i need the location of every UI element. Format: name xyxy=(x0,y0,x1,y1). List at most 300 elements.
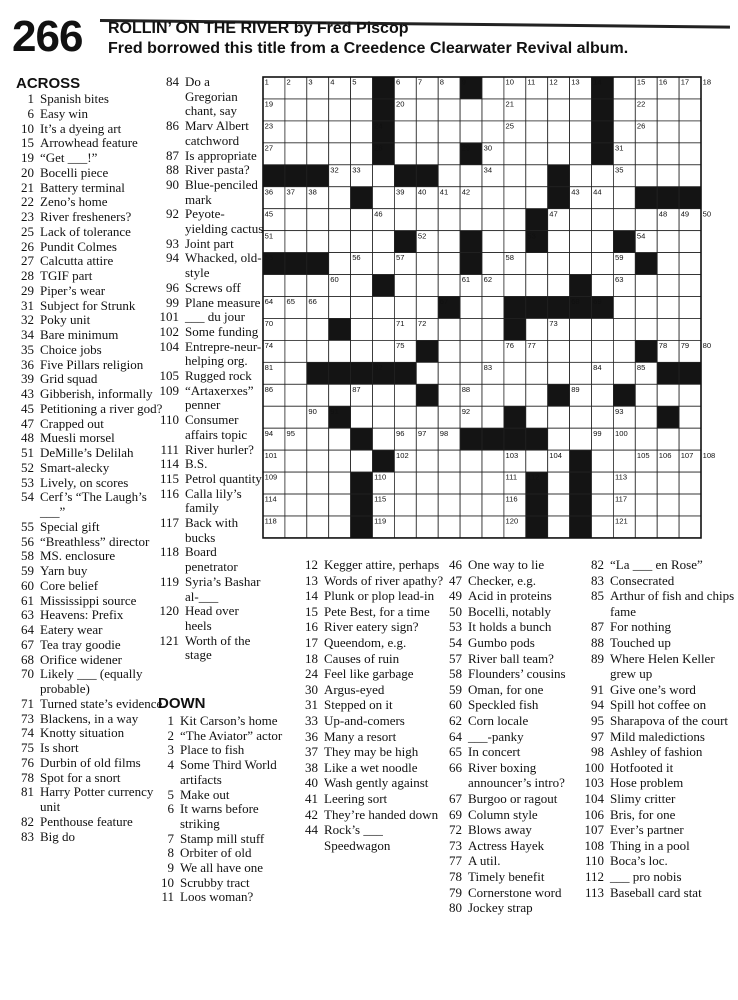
grid-cell[interactable] xyxy=(416,516,438,538)
grid-cell[interactable] xyxy=(460,209,482,231)
grid-cell[interactable] xyxy=(351,275,373,297)
clue-text: Peyote-yielding cactus xyxy=(185,206,264,236)
down-clue xyxy=(583,744,736,760)
grid-cell[interactable] xyxy=(329,143,351,165)
grid-cell[interactable] xyxy=(329,297,351,319)
grid-cell[interactable] xyxy=(679,428,701,450)
across-clue xyxy=(10,579,166,594)
grid-cell-number: 87 xyxy=(352,384,361,394)
grid-cell[interactable] xyxy=(482,121,504,143)
grid-cell[interactable] xyxy=(285,450,307,472)
crossword-grid[interactable] xyxy=(262,76,716,539)
grid-cell[interactable] xyxy=(307,143,329,165)
grid-cell[interactable] xyxy=(394,472,416,494)
grid-cell[interactable] xyxy=(592,450,614,472)
grid-cell[interactable] xyxy=(526,362,548,384)
grid-cell[interactable] xyxy=(504,384,526,406)
grid-cell[interactable] xyxy=(657,275,679,297)
grid-cell[interactable] xyxy=(548,231,570,253)
grid-cell[interactable] xyxy=(526,406,548,428)
grid-cell[interactable] xyxy=(657,428,679,450)
grid-cell[interactable] xyxy=(548,121,570,143)
grid-cell[interactable] xyxy=(285,318,307,340)
grid-cell[interactable] xyxy=(657,99,679,121)
grid-cell-number: 3 xyxy=(308,77,313,87)
grid-cell[interactable] xyxy=(570,318,592,340)
grid-cell[interactable] xyxy=(504,209,526,231)
grid-cell[interactable] xyxy=(548,428,570,450)
grid-cell[interactable] xyxy=(329,340,351,362)
grid-cell[interactable] xyxy=(329,187,351,209)
grid-cell[interactable] xyxy=(657,253,679,275)
grid-cell[interactable] xyxy=(570,253,592,275)
grid-cell[interactable] xyxy=(482,494,504,516)
grid-cell[interactable] xyxy=(438,253,460,275)
clue-text: Lively, on scores xyxy=(40,474,129,490)
grid-cell[interactable] xyxy=(329,121,351,143)
grid-cell[interactable] xyxy=(548,494,570,516)
grid-cell-number: 6 xyxy=(396,77,401,87)
grid-cell[interactable] xyxy=(592,209,614,231)
grid-cell[interactable] xyxy=(460,121,482,143)
grid-cell[interactable] xyxy=(438,165,460,187)
grid-cell[interactable] xyxy=(373,428,395,450)
across-clue xyxy=(158,207,265,236)
grid-cell[interactable] xyxy=(679,297,701,319)
grid-cell[interactable] xyxy=(635,143,657,165)
grid-cell[interactable] xyxy=(307,494,329,516)
grid-cell-number: 46 xyxy=(374,209,383,219)
grid-cell[interactable] xyxy=(307,231,329,253)
grid-cell[interactable] xyxy=(351,231,373,253)
grid-cell[interactable] xyxy=(307,516,329,538)
grid-cell[interactable] xyxy=(657,297,679,319)
grid-cell[interactable] xyxy=(351,99,373,121)
grid-cell[interactable] xyxy=(613,297,635,319)
grid-cell[interactable] xyxy=(329,472,351,494)
grid-cell[interactable] xyxy=(351,340,373,362)
grid-cell[interactable] xyxy=(263,275,285,297)
grid-cell-number: 36 xyxy=(264,187,274,197)
clue-text: Knotty situation xyxy=(40,725,125,741)
grid-cell[interactable] xyxy=(285,143,307,165)
grid-cell[interactable] xyxy=(373,187,395,209)
grid-cell[interactable] xyxy=(438,340,460,362)
grid-cell[interactable] xyxy=(526,450,548,472)
grid-cell[interactable] xyxy=(548,516,570,538)
grid-cell[interactable] xyxy=(526,384,548,406)
clue-number: 52 xyxy=(21,459,34,475)
grid-cell[interactable] xyxy=(526,121,548,143)
grid-cell[interactable] xyxy=(482,187,504,209)
grid-cell[interactable] xyxy=(548,340,570,362)
grid-cell[interactable] xyxy=(548,275,570,297)
grid-cell[interactable] xyxy=(657,121,679,143)
grid-cell[interactable] xyxy=(329,494,351,516)
grid-cell[interactable] xyxy=(416,297,438,319)
grid-cell[interactable] xyxy=(635,209,657,231)
puzzle-subtitle: Fred borrowed this title from a Creedence Clearwater Revival album. xyxy=(108,40,629,57)
grid-cell[interactable] xyxy=(460,450,482,472)
grid-cell[interactable] xyxy=(285,406,307,428)
grid-cell[interactable] xyxy=(592,231,614,253)
grid-cell[interactable] xyxy=(416,450,438,472)
grid-cell[interactable] xyxy=(482,231,504,253)
grid-cell[interactable] xyxy=(570,231,592,253)
grid-cell[interactable] xyxy=(635,494,657,516)
grid-cell[interactable] xyxy=(438,143,460,165)
grid-block xyxy=(394,362,416,384)
grid-cell[interactable] xyxy=(329,516,351,538)
grid-cell[interactable] xyxy=(548,253,570,275)
grid-cell[interactable] xyxy=(394,121,416,143)
clue-number: 37 xyxy=(305,744,318,760)
grid-cell[interactable] xyxy=(307,428,329,450)
grid-cell[interactable] xyxy=(613,121,635,143)
grid-cell[interactable] xyxy=(657,384,679,406)
grid-cell[interactable] xyxy=(482,472,504,494)
grid-cell[interactable] xyxy=(285,340,307,362)
grid-cell[interactable] xyxy=(460,297,482,319)
grid-cell[interactable] xyxy=(438,362,460,384)
grid-cell[interactable] xyxy=(329,209,351,231)
grid-cell[interactable] xyxy=(460,472,482,494)
grid-cell[interactable] xyxy=(373,165,395,187)
clue-number: 54 xyxy=(449,635,462,650)
grid-cell[interactable] xyxy=(526,165,548,187)
grid-cell[interactable] xyxy=(351,450,373,472)
grid-cell[interactable] xyxy=(613,362,635,384)
clue-text: Touched up xyxy=(610,635,671,650)
grid-cell[interactable] xyxy=(460,340,482,362)
grid-cell[interactable] xyxy=(570,99,592,121)
grid-cell[interactable] xyxy=(657,165,679,187)
grid-cell[interactable] xyxy=(329,231,351,253)
grid-cell[interactable] xyxy=(416,253,438,275)
grid-cell[interactable] xyxy=(635,428,657,450)
grid-cell[interactable] xyxy=(285,516,307,538)
grid-cell[interactable] xyxy=(613,340,635,362)
grid-cell[interactable] xyxy=(285,231,307,253)
clue-number: 67 xyxy=(21,636,34,652)
grid-cell[interactable] xyxy=(613,187,635,209)
grid-cell[interactable] xyxy=(373,384,395,406)
grid-cell[interactable] xyxy=(438,516,460,538)
grid-cell[interactable] xyxy=(592,516,614,538)
grid-cell[interactable] xyxy=(329,253,351,275)
grid-cell[interactable] xyxy=(329,384,351,406)
down-clue xyxy=(300,729,444,745)
grid-cell[interactable] xyxy=(351,406,373,428)
grid-cell[interactable] xyxy=(526,275,548,297)
grid-cell[interactable] xyxy=(635,472,657,494)
grid-cell[interactable] xyxy=(373,253,395,275)
grid-cell[interactable] xyxy=(394,494,416,516)
grid-cell[interactable] xyxy=(657,516,679,538)
grid-cell[interactable] xyxy=(635,406,657,428)
grid-cell[interactable] xyxy=(504,362,526,384)
grid-cell[interactable] xyxy=(285,472,307,494)
grid-cell[interactable] xyxy=(438,318,460,340)
grid-cell[interactable] xyxy=(285,209,307,231)
grid-cell[interactable] xyxy=(373,318,395,340)
clue-number: 113 xyxy=(584,884,604,900)
clue-text: River hurler? xyxy=(185,441,254,457)
grid-cell[interactable] xyxy=(438,275,460,297)
grid-cell[interactable] xyxy=(679,143,701,165)
grid-cell[interactable] xyxy=(592,318,614,340)
down-clue xyxy=(300,697,444,713)
across-clue xyxy=(10,402,166,417)
grid-cell[interactable] xyxy=(657,231,679,253)
grid-cell[interactable] xyxy=(657,318,679,340)
grid-cell[interactable] xyxy=(482,297,504,319)
grid-cell[interactable] xyxy=(657,472,679,494)
grid-cell[interactable] xyxy=(679,275,701,297)
grid-cell[interactable] xyxy=(438,121,460,143)
grid-cell[interactable] xyxy=(329,450,351,472)
grid-cell[interactable] xyxy=(548,472,570,494)
clue-text: Gibberish, informally xyxy=(40,386,153,401)
grid-cell[interactable] xyxy=(416,209,438,231)
grid-cell[interactable] xyxy=(351,143,373,165)
grid-cell[interactable] xyxy=(394,516,416,538)
grid-cell[interactable] xyxy=(592,384,614,406)
grid-cell[interactable] xyxy=(613,209,635,231)
grid-cell[interactable] xyxy=(438,450,460,472)
grid-cell[interactable] xyxy=(351,209,373,231)
across-clue xyxy=(10,697,166,712)
grid-cell[interactable] xyxy=(504,187,526,209)
grid-cell[interactable] xyxy=(460,494,482,516)
grid-cell[interactable] xyxy=(635,516,657,538)
clue-text: Subject for Strunk xyxy=(40,297,136,313)
grid-cell[interactable] xyxy=(329,99,351,121)
grid-cell[interactable] xyxy=(570,428,592,450)
across-clue xyxy=(158,75,265,119)
clue-number: 54 xyxy=(21,489,34,505)
grid-block xyxy=(657,187,679,209)
grid-cell-number: 108 xyxy=(702,450,716,460)
grid-cell[interactable] xyxy=(526,318,548,340)
grid-cell[interactable] xyxy=(460,318,482,340)
grid-cell[interactable] xyxy=(438,384,460,406)
grid-cell[interactable] xyxy=(679,121,701,143)
grid-cell[interactable] xyxy=(592,275,614,297)
grid-cell[interactable] xyxy=(482,340,504,362)
grid-cell[interactable] xyxy=(373,340,395,362)
grid-cell[interactable] xyxy=(307,384,329,406)
grid-cell[interactable] xyxy=(679,406,701,428)
grid-cell[interactable] xyxy=(635,384,657,406)
grid-cell[interactable] xyxy=(285,494,307,516)
grid-cell[interactable] xyxy=(285,384,307,406)
clue-text: “The Aviator” actor xyxy=(180,727,283,743)
grid-cell[interactable] xyxy=(613,318,635,340)
grid-cell[interactable] xyxy=(438,99,460,121)
across-clue xyxy=(10,741,166,756)
grid-block xyxy=(570,450,592,472)
down-clue xyxy=(443,682,588,698)
grid-cell[interactable] xyxy=(679,253,701,275)
grid-cell[interactable] xyxy=(307,121,329,143)
grid-cell[interactable] xyxy=(635,165,657,187)
grid-block xyxy=(351,472,373,494)
grid-cell[interactable] xyxy=(394,384,416,406)
grid-cell[interactable] xyxy=(570,143,592,165)
grid-cell[interactable] xyxy=(548,143,570,165)
grid-cell[interactable] xyxy=(635,275,657,297)
grid-cell[interactable] xyxy=(526,99,548,121)
grid-cell[interactable] xyxy=(482,406,504,428)
grid-cell[interactable] xyxy=(548,362,570,384)
grid-cell[interactable] xyxy=(416,472,438,494)
grid-cell[interactable] xyxy=(570,340,592,362)
grid-cell[interactable] xyxy=(679,165,701,187)
grid-cell[interactable] xyxy=(329,428,351,450)
grid-cell[interactable] xyxy=(504,143,526,165)
grid-cell[interactable] xyxy=(526,143,548,165)
grid-cell[interactable] xyxy=(394,143,416,165)
grid-cell[interactable] xyxy=(351,318,373,340)
grid-cell[interactable] xyxy=(592,472,614,494)
across-clue xyxy=(10,210,166,225)
grid-block xyxy=(548,187,570,209)
grid-cell[interactable] xyxy=(351,121,373,143)
grid-cell[interactable] xyxy=(394,406,416,428)
grid-block xyxy=(613,231,635,253)
grid-cell[interactable] xyxy=(548,406,570,428)
grid-cell[interactable] xyxy=(416,121,438,143)
grid-cell[interactable] xyxy=(307,99,329,121)
across-clue xyxy=(10,594,166,609)
grid-block xyxy=(460,428,482,450)
grid-cell[interactable] xyxy=(373,297,395,319)
grid-cell[interactable] xyxy=(416,494,438,516)
grid-cell[interactable] xyxy=(657,143,679,165)
grid-cell[interactable] xyxy=(570,362,592,384)
grid-cell[interactable] xyxy=(307,340,329,362)
grid-cell[interactable] xyxy=(679,99,701,121)
grid-cell-number: 41 xyxy=(439,187,449,197)
grid-cell[interactable] xyxy=(504,275,526,297)
grid-cell[interactable] xyxy=(263,406,285,428)
grid-cell[interactable] xyxy=(679,472,701,494)
grid-cell[interactable] xyxy=(570,406,592,428)
grid-cell[interactable] xyxy=(482,384,504,406)
grid-cell[interactable] xyxy=(460,516,482,538)
grid-cell[interactable] xyxy=(416,406,438,428)
grid-cell[interactable] xyxy=(570,165,592,187)
grid-cell[interactable] xyxy=(570,209,592,231)
grid-cell[interactable] xyxy=(635,318,657,340)
grid-cell[interactable] xyxy=(679,494,701,516)
grid-cell[interactable] xyxy=(526,187,548,209)
grid-cell[interactable] xyxy=(482,450,504,472)
grid-cell[interactable] xyxy=(394,297,416,319)
grid-cell[interactable] xyxy=(438,209,460,231)
grid-cell[interactable] xyxy=(613,99,635,121)
grid-cell-number: 98 xyxy=(439,428,449,438)
grid-cell[interactable] xyxy=(679,318,701,340)
grid-cell[interactable] xyxy=(394,275,416,297)
grid-cell[interactable] xyxy=(592,340,614,362)
grid-cell[interactable] xyxy=(482,77,504,99)
grid-cell-number: 77 xyxy=(527,341,536,350)
grid-cell[interactable] xyxy=(307,209,329,231)
grid-cell[interactable] xyxy=(307,450,329,472)
grid-cell[interactable] xyxy=(373,406,395,428)
clue-number: 10 xyxy=(161,874,174,890)
grid-cell[interactable] xyxy=(416,99,438,121)
grid-cell[interactable] xyxy=(635,297,657,319)
grid-cell[interactable] xyxy=(460,99,482,121)
grid-cell[interactable] xyxy=(482,318,504,340)
grid-cell[interactable] xyxy=(613,450,635,472)
grid-cell[interactable] xyxy=(504,165,526,187)
grid-cell[interactable] xyxy=(373,231,395,253)
grid-cell[interactable] xyxy=(482,99,504,121)
grid-cell[interactable] xyxy=(613,77,635,99)
grid-cell[interactable] xyxy=(482,253,504,275)
grid-cell[interactable] xyxy=(482,516,504,538)
grid-cell[interactable] xyxy=(307,472,329,494)
grid-cell[interactable] xyxy=(460,362,482,384)
grid-block xyxy=(526,297,548,319)
grid-cell[interactable] xyxy=(679,384,701,406)
grid-cell[interactable] xyxy=(526,253,548,275)
grid-cell[interactable] xyxy=(307,318,329,340)
grid-cell[interactable] xyxy=(548,99,570,121)
grid-cell[interactable] xyxy=(438,472,460,494)
grid-cell[interactable] xyxy=(438,494,460,516)
grid-cell[interactable] xyxy=(416,143,438,165)
grid-cell[interactable] xyxy=(285,121,307,143)
grid-cell[interactable] xyxy=(679,231,701,253)
across-clue xyxy=(10,549,166,564)
grid-cell[interactable] xyxy=(285,362,307,384)
grid-cell[interactable] xyxy=(592,253,614,275)
grid-block xyxy=(526,428,548,450)
grid-cell[interactable] xyxy=(482,209,504,231)
grid-cell[interactable] xyxy=(679,516,701,538)
grid-cell[interactable] xyxy=(351,297,373,319)
grid-cell[interactable] xyxy=(416,275,438,297)
grid-cell[interactable] xyxy=(460,165,482,187)
grid-cell[interactable] xyxy=(438,231,460,253)
clue-number: 30 xyxy=(305,681,318,697)
grid-block xyxy=(460,231,482,253)
grid-cell[interactable] xyxy=(394,209,416,231)
grid-block xyxy=(526,209,548,231)
grid-cell[interactable] xyxy=(438,406,460,428)
grid-cell[interactable] xyxy=(592,406,614,428)
grid-cell[interactable] xyxy=(592,165,614,187)
grid-cell[interactable] xyxy=(657,494,679,516)
grid-cell[interactable] xyxy=(592,494,614,516)
clue-text: Five Pillars religion xyxy=(40,356,144,372)
grid-cell[interactable] xyxy=(285,275,307,297)
grid-cell[interactable] xyxy=(307,275,329,297)
clue-number: 58 xyxy=(449,666,462,682)
grid-cell[interactable] xyxy=(416,362,438,384)
clue-text: Hose problem xyxy=(610,775,684,791)
grid-cell[interactable] xyxy=(570,121,592,143)
grid-cell[interactable] xyxy=(285,99,307,121)
clue-text: Some funding xyxy=(185,323,259,339)
clue-text: Syria’s Bashar al-___ xyxy=(185,573,261,604)
grid-cell[interactable] xyxy=(504,231,526,253)
